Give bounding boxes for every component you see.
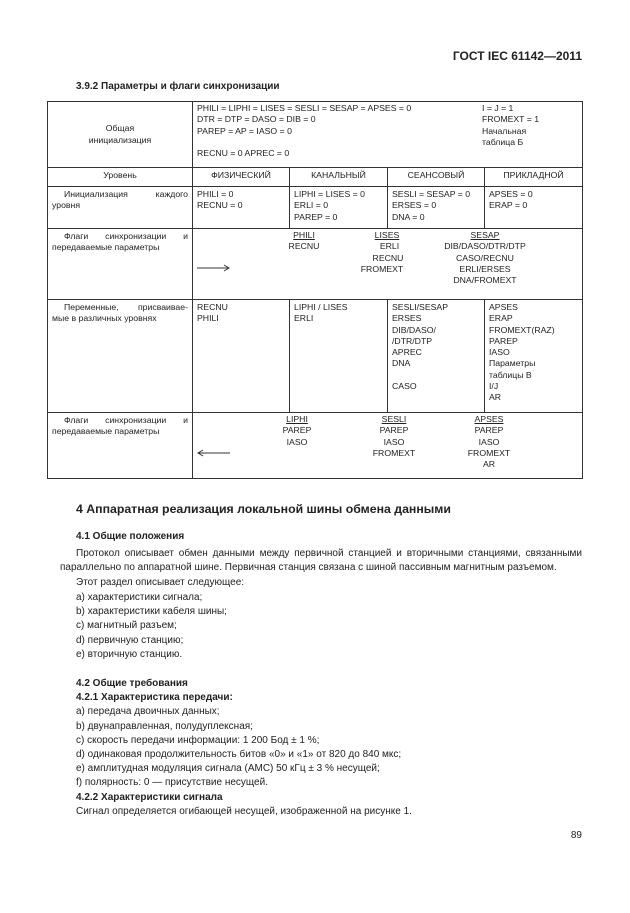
section-4-2 — [76, 677, 412, 819]
list-item: а) передача двоичных данных; — [76, 706, 220, 718]
flags-out-values — [193, 229, 583, 300]
flags-out-col-channel: LISES ERLI RECNU FROMEXT — [360, 230, 404, 274]
flags-out-label: Флаги синхронизации и передаваемые параметры — [48, 229, 193, 300]
vars-channel: LIPHI / LISES ERLI — [290, 300, 388, 413]
level-physical: ФИЗИЧЕСКИЙ — [193, 168, 290, 187]
flags-out-col-physical: PHILI RECNU — [288, 230, 320, 252]
flags-out-col-session: SESAP DIB/DASO/DTR/DTP CASO/RECNU ERLI/ERSES DNA/FROMEXT — [444, 230, 526, 286]
row-flags-in — [48, 413, 583, 479]
row-flags-out — [48, 229, 583, 300]
list-item: c) магнитный разъем; — [76, 620, 177, 632]
section-4-2-title: 4.2 Общие требования — [76, 678, 188, 689]
row-general-init — [48, 102, 583, 168]
vars-session: SESLI/SESAP ERSES DIB/DASO/ /DTR/DTP APREC DNA CASO — [388, 300, 485, 413]
section-3-9-2-title: 3.9.2 Параметры и флаги синхронизации — [76, 81, 280, 92]
flags-in-col-session: SESLI PAREP IASO FROMEXT — [372, 414, 416, 458]
section-4-2-1-title: 4.2.1 Характеристика передачи: — [76, 692, 233, 704]
row-variables — [48, 300, 583, 413]
list-item: e) амплитудная модуляция сигнала (АМС) 50 кГц ± 3 % несущей; — [76, 763, 380, 775]
list-item: c) скорость передачи информации: 1 200 Бод ± 1 %; — [76, 734, 320, 746]
vars-physical: RECNU PHILI — [193, 300, 290, 413]
list-item: b) двунаправленная, полудуплексная; — [76, 720, 253, 732]
flags-in-col-channel: LIPHI PAREP IASO — [282, 414, 312, 447]
init-physical: PHILI = 0 RECNU = 0 — [193, 187, 290, 229]
list-item: d) первичную станцию; — [76, 634, 184, 646]
paragraph-signal: Сигнал определяется огибающей несущей, изображенной на рисунке 1. — [76, 805, 412, 817]
general-init-label: Общая инициализация — [48, 102, 193, 168]
flags-in-label: Флаги синхронизации и передаваемые параметры — [48, 413, 193, 479]
paragraph-scope: Этот раздел описывает следующее: — [76, 576, 245, 588]
list-item: а) характеристики сигнала; — [76, 592, 203, 603]
section-4-1-intro — [60, 547, 582, 590]
init-application: APSES = 0 ERAP = 0 — [485, 187, 583, 229]
level-channel: КАНАЛЬНЫЙ — [290, 168, 388, 187]
paragraph-protocol: Протокол описывает обмен данными между первичной станцией и вторичными станциями, связанными параллельно по аппаратной шине. Первичная станция связана с шиной пассивным магнитным разъемом. — [60, 548, 582, 574]
list-item: e) вторичную станцию. — [76, 648, 183, 660]
vars-application: APSES ERAP FROMEXT(RAZ) PAREP IASO Параметры таблицы В I/J AR — [485, 300, 583, 413]
general-init-values: PHILI = LIPHI = LISES = SESLI = SESAP = APSES = 0 DTR = DTP = DASO = DIB = 0 PAREP = AP = IASO = 0 RECNU = 0 APREC = 0 I = J = 1 FROMEXT = 1 Начальная таблица Б — [193, 102, 583, 168]
variables-label: Переменные, присваиваe- мые в различных уровнях — [48, 300, 193, 413]
level-session: СЕАНСОВЫЙ — [388, 168, 485, 187]
section-4-2-2-title: 4.2.2 Характеристики сигнала — [76, 791, 223, 803]
init-channel: LIPHI = LISES = 0 ERLI = 0 PAREP = 0 — [290, 187, 388, 229]
section-4-1-list — [76, 591, 227, 662]
level-label: Уровень — [48, 168, 193, 187]
init-session: SESLI = SESAP = 0 ERSES = 0 DNA = 0 — [388, 187, 485, 229]
sync-parameters-table — [47, 101, 583, 479]
list-item: d) одинаковая продолжительность битов «0» и «1» от 820 до 840 мкс; — [76, 748, 402, 760]
document-header: ГОСТ IEC 61142—2011 — [452, 49, 582, 63]
section-4-title: 4 Аппаратная реализация локальной шины обмена данными — [76, 502, 451, 516]
list-item: b) характеристики кабеля шины; — [76, 606, 227, 618]
row-level-init — [48, 187, 583, 229]
section-4-1-title: 4.1 Общие положения — [76, 531, 185, 542]
flags-in-col-application: APSES PAREP IASO FROMEXT AR — [467, 414, 511, 470]
level-init-label: Инициализация каждого уровня — [48, 187, 193, 229]
arrow-right-icon — [197, 264, 231, 272]
arrow-left-icon — [197, 449, 231, 457]
page-number: 89 — [570, 830, 582, 841]
level-application: ПРИКЛАДНОЙ — [485, 168, 583, 187]
list-item: f) полярность: 0 — присутствие несущей. — [76, 777, 268, 789]
row-levels — [48, 168, 583, 187]
flags-in-values — [193, 413, 583, 479]
